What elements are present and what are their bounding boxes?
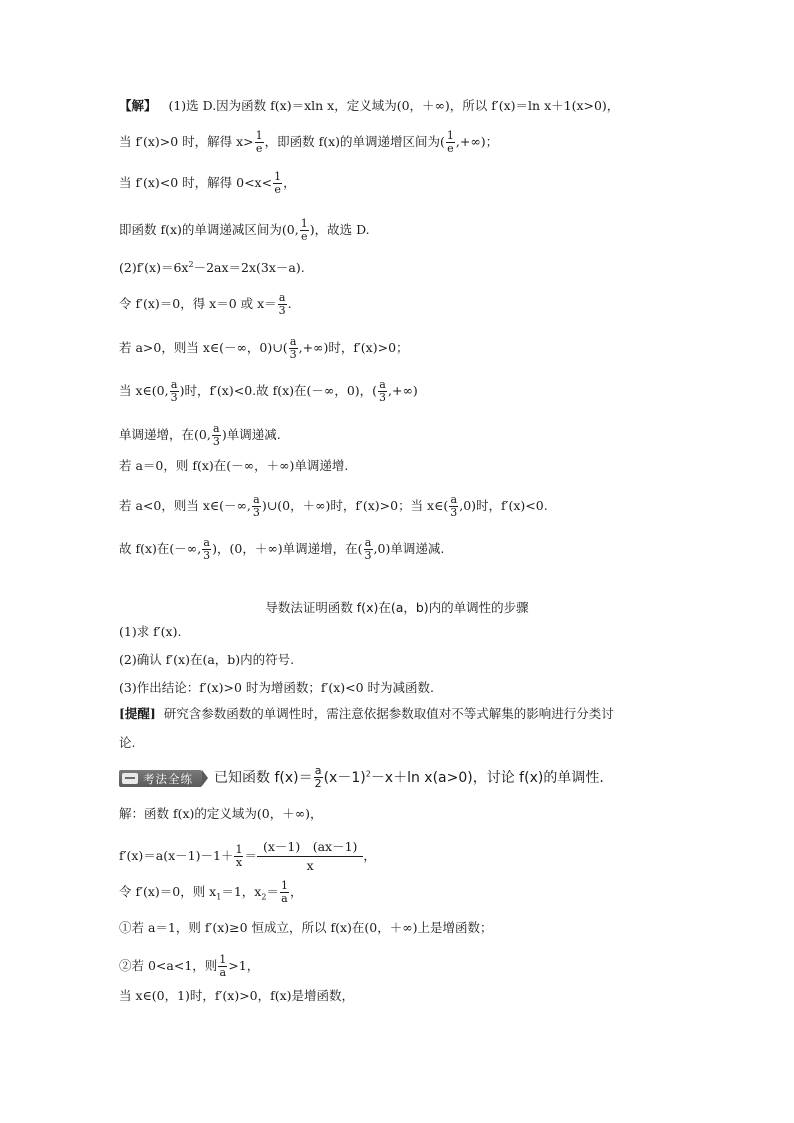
fraction-a-over-3: $\frac{a}{3}$ bbox=[289, 335, 297, 361]
method-tip-line-1: [提醒] 研究含参数函数的单调性时，需注意依据参数取值对不等式解集的影响进行分类讨 bbox=[119, 706, 614, 721]
solution-line-3: 当 f′(x)<0 时，解得 0<x< $\frac{1}{e}$ ， bbox=[119, 170, 296, 196]
practice-question: 考法全练 已知函数 f(x)＝ $\frac{a}{2}$ $(x-1)^2-x+\ln$ x(a>0)，讨论 f(x)的单调性. bbox=[119, 765, 604, 790]
method-title: 导数法证明函数 f(x)在(a，b)内的单调性的步骤 bbox=[265, 600, 529, 615]
fraction-1-over-x: $\frac{1}{x}$ bbox=[235, 843, 243, 869]
solution-tag: 【解】 bbox=[119, 98, 157, 113]
fraction-a-over-3: $\frac{a}{3}$ bbox=[450, 493, 458, 519]
solution-line-8: 当 x∈(0, $\frac{a}{3}$ )时，f′(x)<0.故 f(x)在(－∞，0)，( $\frac{a}{3}$ ,+∞) bbox=[119, 378, 418, 404]
solution-line-5: $(2)f'(x)=6x^2-2ax=2x(3x-a)$. bbox=[119, 260, 305, 276]
method-step-1: (1)求 f′(x). bbox=[119, 624, 182, 639]
fraction-1-over-a: $\frac{1}{a}$ bbox=[280, 879, 288, 905]
method-tip-line-2: 论. bbox=[119, 735, 136, 750]
fraction-a-over-3: $\frac{a}{3}$ bbox=[278, 291, 286, 317]
solution-line-7: 若 a>0，则当 x∈(－∞，0)∪( $\frac{a}{3}$ ,+∞)时，f′(x)>0； bbox=[119, 335, 409, 361]
solution-line-6: 令 f′(x)＝0，得 x＝0 或 x＝ $\frac{a}{3}$ . bbox=[119, 291, 292, 317]
fraction-a-over-2: $\frac{a}{2}$ bbox=[314, 764, 322, 790]
fraction-1-over-e: $\frac{1}{e}$ bbox=[446, 129, 454, 155]
method-step-2: (2)确认 f′(x)在(a，b)内的符号. bbox=[119, 652, 295, 667]
pencil-icon bbox=[122, 773, 138, 784]
fraction-a-over-3: $\frac{a}{3}$ bbox=[212, 422, 220, 448]
fraction-a-over-3: $\frac{a}{3}$ bbox=[379, 378, 387, 404]
solution-line-11: 若 a<0，则当 x∈(－∞, $\frac{a}{3}$ )∪(0，＋∞)时，f′(x)>0；当 x∈( $\frac{a}{3}$ ,0)时，f′(x)<0. bbox=[119, 493, 548, 519]
fraction-a-over-3: $\frac{a}{3}$ bbox=[364, 536, 372, 562]
fraction-a-over-3: $\frac{a}{3}$ bbox=[170, 378, 178, 404]
answer-line-5: ②若 0<a<1，则 $\frac{1}{a}$ >1， bbox=[119, 953, 260, 979]
method-step-3: (3)作出结论：f′(x)>0 时为增函数；f′(x)<0 时为减函数. bbox=[119, 680, 435, 695]
answer-line-4: ①若 a＝1，则 f′(x)≥0 恒成立，所以 f(x)在(0，＋∞)上是增函数； bbox=[119, 920, 493, 935]
practice-badge: 考法全练 bbox=[119, 770, 202, 787]
solution-line-4: 即函数 f(x)的单调递减区间为(0, $\frac{1}{e}$ )，故选 D. bbox=[119, 217, 370, 243]
answer-line-1: 解：函数 f(x)的定义域为(0，＋∞)， bbox=[119, 806, 323, 821]
fraction-1-over-e: $\frac{1}{e}$ bbox=[255, 129, 263, 155]
solution-line-1: 【解】 (1)选 D.因为函数 f(x)＝xln x，定义域为(0，＋∞)，所以 f′(x)＝ln x＋1(x>0)， bbox=[119, 98, 620, 113]
fraction-1-over-e: $\frac{1}{e}$ bbox=[300, 217, 308, 243]
solution-line-12: 故 f(x)在(－∞, $\frac{a}{3}$ )，(0，＋∞)单调递增，在( $\frac{a}{3}$ ,0)单调递减. bbox=[119, 536, 445, 562]
solution-line-9: 单调递增，在(0, $\frac{a}{3}$ )单调递减. bbox=[119, 422, 281, 448]
solution-line-2: 当 f′(x)>0 时，解得 x> $\frac{1}{e}$ ，即函数 f(x)的单调递增区间为( $\frac{1}{e}$ ,+∞)； bbox=[119, 129, 499, 155]
answer-line-2: f′(x)＝a(x－1)－1＋ $\frac{1}{x}$ ＝ $\frac{(x-1) (ax-1)}{x}$ ， bbox=[119, 839, 376, 873]
answer-line-6: 当 x∈(0，1)时，f′(x)>0，f(x)是增函数， bbox=[119, 988, 355, 1003]
answer-line-3: 令 f′(x)＝0，则 $x_1=1$，$x_2=$ $\frac{1}{a}$ ， bbox=[119, 879, 303, 905]
fraction-1-over-a: $\frac{1}{a}$ bbox=[219, 953, 227, 979]
tip-tag: [提醒] bbox=[119, 706, 156, 721]
fraction-1-over-e: $\frac{1}{e}$ bbox=[274, 170, 282, 196]
fraction-a-over-3: $\frac{a}{3}$ bbox=[252, 493, 260, 519]
solution-line-10: 若 a＝0，则 f(x)在(－∞，＋∞)单调递增. bbox=[119, 458, 349, 473]
derivative-fraction: $\frac{(x-1) (ax-1)}{x}$ bbox=[257, 838, 363, 875]
fraction-a-over-3: $\frac{a}{3}$ bbox=[203, 536, 211, 562]
